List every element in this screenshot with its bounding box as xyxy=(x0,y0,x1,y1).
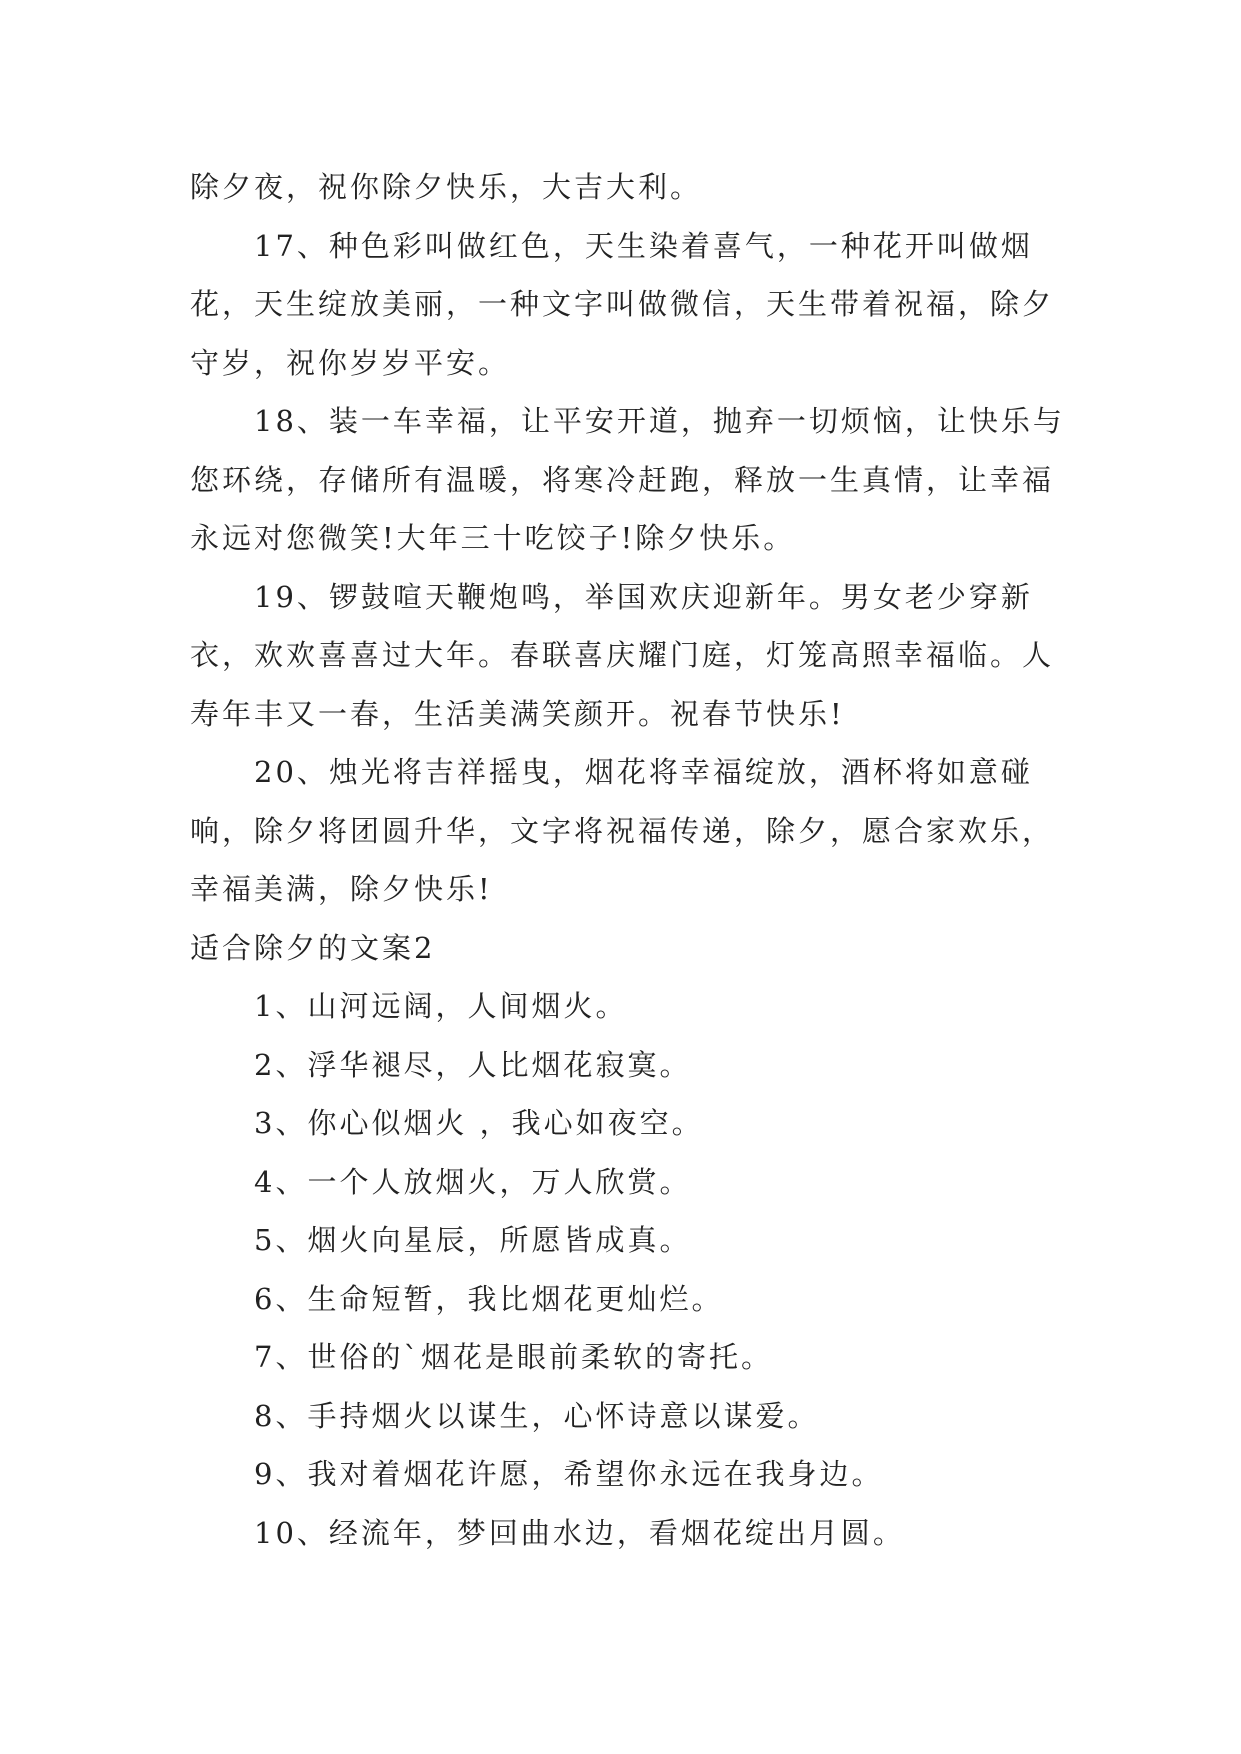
list-item: 5、烟火向星辰，所愿皆成真。 xyxy=(254,1223,692,1257)
list-item: 10、经流年，梦回曲水边，看烟花绽出月圆。 xyxy=(254,1515,905,1550)
document-body xyxy=(190,158,1070,1562)
list-item: 7、世俗的`烟花是眼前柔软的寄托。 xyxy=(254,1340,773,1374)
list-item: 4、一个人放烟火，万人欣赏。 xyxy=(254,1164,692,1199)
paragraph-18: 18、装一车幸福，让平安开道，抛弃一切烦恼，让快乐与您环绕，存储所有温暖，将寒冷赶跑，释放一生真情，让幸福永远对您微笑!大年三十吃饺子!除夕快乐。 xyxy=(190,404,1065,555)
list-item: 2、浮华褪尽，人比烟花寂寞。 xyxy=(254,1047,692,1082)
list-item: 6、生命短暂，我比烟花更灿烂。 xyxy=(254,1281,724,1316)
paragraph-continuation: 除夕夜，祝你除夕快乐，大吉大利。 xyxy=(190,170,703,204)
section-heading: 适合除夕的文案2 xyxy=(190,930,436,965)
list-item: 9、我对着烟花许愿，希望你永远在我身边。 xyxy=(254,1457,884,1491)
list-item: 8、手持烟火以谋生，心怀诗意以谋爱。 xyxy=(254,1398,820,1433)
paragraph-17: 17、种色彩叫做红色，天生染着喜气，一种花开叫做烟花，天生绽放美丽，一种文字叫做微信，天生带着祝福，除夕守岁，祝你岁岁平安。 xyxy=(190,228,1055,380)
paragraph-20: 20、烛光将吉祥摇曳，烟花将幸福绽放，酒杯将如意碰响，除夕将团圆升华，文字将祝福传递，除夕，愿合家欢乐，幸福美满，除夕快乐! xyxy=(190,755,1055,906)
list-item: 1、山河远阔，人间烟火。 xyxy=(254,989,628,1023)
paragraph-19: 19、锣鼓喧天鞭炮鸣，举国欢庆迎新年。男女老少穿新衣，欢欢喜喜过大年。春联喜庆耀门庭，灯笼高照幸福临。人寿年丰又一春，生活美满笑颜开。祝春节快乐! xyxy=(190,579,1055,731)
list-item: 3、你心似烟火 ，我心如夜空。 xyxy=(254,1106,704,1140)
